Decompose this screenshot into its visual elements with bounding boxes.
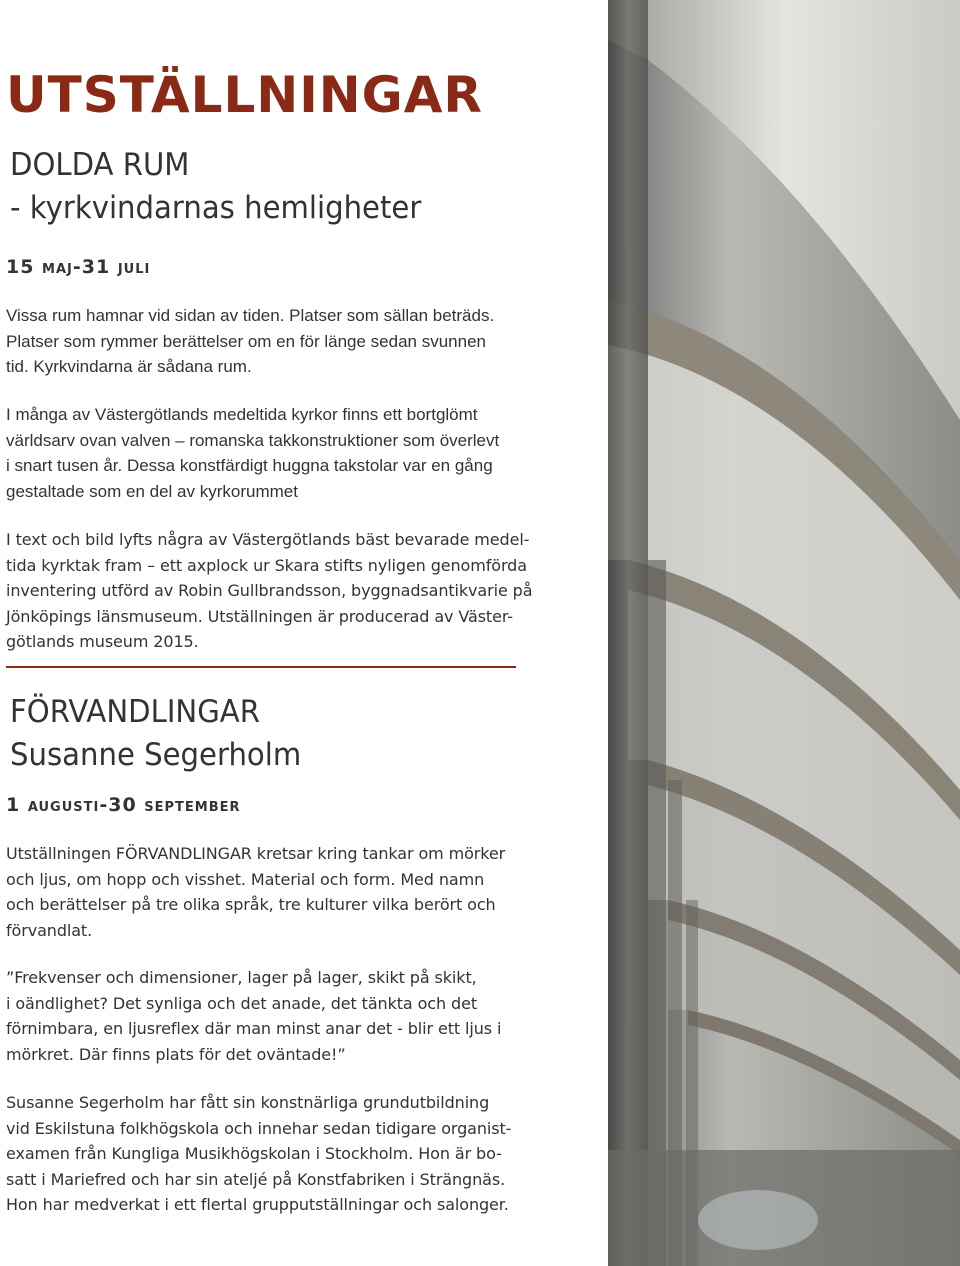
text-line: och berättelser på tre olika språk, tre kulturer vilka berört och bbox=[6, 895, 496, 914]
text-line: Jönköpings länsmuseum. Utställningen är producerad av Väster- bbox=[6, 606, 513, 626]
text-line: i snart tusen år. Dessa konstfärdigt huggna takstolar var en gång bbox=[6, 456, 493, 475]
text-line: förvandlat. bbox=[6, 920, 93, 940]
text-line: I text och bild lyfts några av Västergötlands bäst bevarade medel- bbox=[6, 530, 530, 549]
body-paragraph bbox=[6, 841, 596, 943]
text-line: vid Eskilstuna folkhögskola och innehar sedan tidigare organist- bbox=[6, 1118, 512, 1138]
text-line: inventering utförd av Robin Gullbrandsson, byggnadsantikvarie på bbox=[6, 581, 533, 600]
artist-name: Susanne Segerholm bbox=[10, 737, 302, 773]
exhibition-title-dolda-rum: DOLDA RUM bbox=[10, 147, 190, 183]
text-line: Hon har medverkat i ett flertal grupputställningar och salonger. bbox=[6, 1195, 509, 1214]
text-line: I många av Västergötlands medeltida kyrkor finns ett bortglömt bbox=[6, 405, 478, 424]
text-line: världsarv ovan valven – romanska takkonstruktioner som överlevt bbox=[6, 430, 500, 450]
text-line: och ljus, om hopp och visshet. Material och form. Med namn bbox=[6, 869, 485, 889]
section-divider bbox=[6, 666, 516, 668]
body-paragraph bbox=[6, 527, 596, 655]
exhibition-subtitle: - kyrkvindarnas hemligheter bbox=[10, 190, 422, 226]
text-line: Vissa rum hamnar vid sidan av tiden. Platser som sällan beträds. bbox=[6, 306, 495, 325]
text-line: Utställningen FÖRVANDLINGAR kretsar kring tankar om mörker bbox=[6, 844, 506, 863]
text-line: satt i Mariefred och har sin ateljé på Konstfabriken i Strängnäs. bbox=[6, 1169, 506, 1189]
text-line: gestaltade som en del av kyrkorummet bbox=[6, 481, 298, 501]
text-line: mörkret. Där finns plats för det oväntade!” bbox=[6, 1044, 346, 1064]
quote-paragraph bbox=[6, 965, 596, 1067]
church-vault-photo bbox=[608, 0, 960, 1266]
text-line: tida kyrktak fram – ett axplock ur Skara stifts nyligen genomförda bbox=[6, 555, 527, 575]
text-line: ”Frekvenser och dimensioner, lager på lager, skikt på skikt, bbox=[6, 968, 477, 987]
intro-paragraph bbox=[6, 303, 596, 380]
vault-arches-illustration bbox=[608, 0, 960, 1266]
bio-paragraph bbox=[6, 1090, 596, 1218]
exhibition-dates: 1 augusti-30 september bbox=[6, 794, 241, 816]
section-title: UTSTÄLLNINGAR bbox=[6, 66, 483, 124]
text-line: götlands museum 2015. bbox=[6, 632, 199, 651]
exhibition-dates: 15 maj-31 juli bbox=[6, 256, 151, 278]
text-line: förnimbara, en ljusreflex där man minst anar det - blir ett ljus i bbox=[6, 1019, 502, 1038]
text-line: examen från Kungliga Musikhögskolan i Stockholm. Hon är bo- bbox=[6, 1144, 502, 1163]
body-paragraph bbox=[6, 402, 596, 504]
text-line: Platser som rymmer berättelser om en för länge sedan svunnen bbox=[6, 331, 487, 351]
text-line: Susanne Segerholm har fått sin konstnärliga grundutbildning bbox=[6, 1093, 490, 1112]
text-line: tid. Kyrkvindarna är sådana rum. bbox=[6, 357, 252, 376]
exhibition-title-forvandlingar: FÖRVANDLINGAR bbox=[10, 694, 260, 730]
text-line: i oändlighet? Det synliga och det anade, det tänkta och det bbox=[6, 993, 477, 1013]
